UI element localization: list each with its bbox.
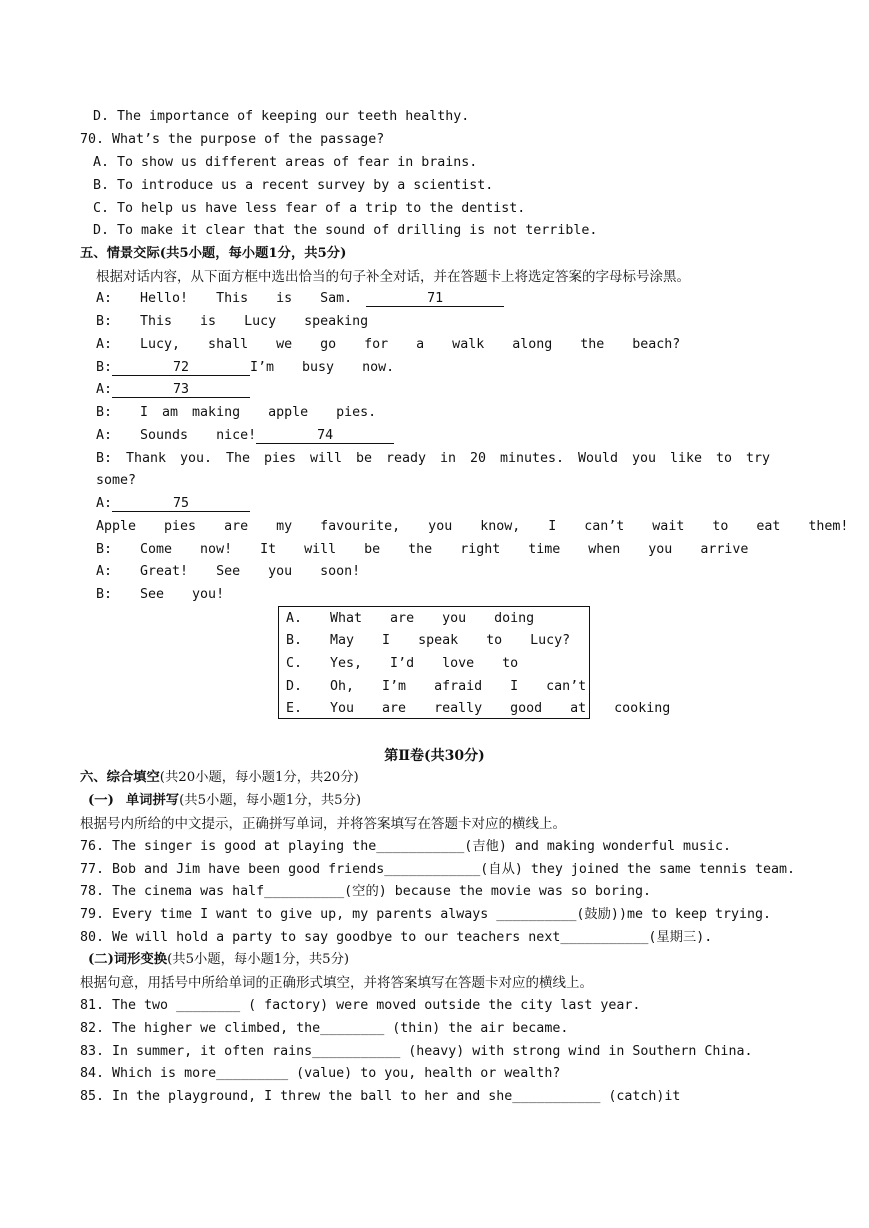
q78: 78. The cinema was half__________(空的) because the movie was so boring. <box>80 884 651 899</box>
dialog-word: to <box>715 451 732 466</box>
section6-score: (共20小题，每小题1分，共20分) <box>159 770 359 785</box>
dialog-word: The <box>225 451 251 466</box>
blank-74: 74 <box>256 428 394 444</box>
option-b: B. May I speak to Lucy? <box>286 633 571 648</box>
sub2-number: (二) <box>88 952 114 967</box>
section5-score: (共5小题，每小题1分，共5分) <box>159 246 347 261</box>
dialog-line-4 <box>96 359 394 377</box>
option-e: E. You are really good at cooking <box>286 701 671 716</box>
dialog-line-9 <box>96 495 250 513</box>
option-a: A. What are you doing <box>286 611 535 626</box>
q70-option-a: A. To show us different areas of fear in brains. <box>93 155 478 170</box>
section5-heading <box>80 245 346 263</box>
q85: 85. In the playground, I threw the ball to her and she___________ (catch)it <box>80 1089 681 1104</box>
dialog-line-3: A: Lucy, shall we go for a walk along the beach? <box>96 337 681 352</box>
dialog-line-11: B: Come now! It will be the right time when you arrive <box>96 542 749 557</box>
dialog-text: I’m busy now. <box>250 360 395 375</box>
dialog-line-6: B: I am making apple pies. <box>96 405 377 420</box>
section6-title: 六、综合填空 <box>80 770 160 785</box>
dialog-text: A: Sounds nice! <box>96 428 257 443</box>
dialog-word: be <box>355 451 372 466</box>
dialog-word: pies <box>263 451 297 466</box>
sub2-name: 词形变换 <box>113 952 168 967</box>
dialog-line-13: B: See you! <box>96 587 225 602</box>
dialog-line-12: A: Great! See you soon! <box>96 564 361 579</box>
dialog-word: like <box>669 451 702 466</box>
q82: 82. The higher we climbed, the________ (thin) the air became. <box>80 1021 569 1036</box>
dialog-text: A: Hello! This is Sam. <box>96 291 367 306</box>
dialog-line-10: Apple pies are my favourite, you know, I can’t wait to eat them! <box>96 519 849 534</box>
dialog-word: minutes. <box>499 451 564 466</box>
dialog-word: in <box>439 451 456 466</box>
sub2-heading <box>88 951 349 969</box>
section6-heading <box>80 769 359 787</box>
dialog-word: will <box>309 451 343 466</box>
dialog-speaker: A: <box>96 382 113 397</box>
q69-option-d: D. The importance of keeping our teeth healthy. <box>93 109 470 124</box>
dialog-word: Would <box>577 451 618 466</box>
sub2-instruction: 根据句意，用括号中所给单词的正确形式填空，并将答案填写在答题卡对应的横线上。 <box>80 975 593 991</box>
section5-title: 五、情景交际 <box>80 246 160 261</box>
option-d: D. Oh, I’m afraid I can’t <box>286 679 587 694</box>
q77: 77. Bob and Jim have been good friends____________(自从) they joined the same tennis team. <box>80 862 796 877</box>
section5-instruction: 根据对话内容，从下面方框中选出恰当的句子补全对话，并在答题卡上将选定答案的字母标号涂黑。 <box>96 269 690 285</box>
dialog-word: 20 <box>469 451 486 466</box>
q81: 81. The two ________ ( factory) were moved outside the city last year. <box>80 998 641 1013</box>
part2-title: 第Ⅱ卷(共30分) <box>384 748 485 764</box>
dialog-word: B: <box>96 451 113 466</box>
sub1-number: (一) <box>88 793 114 808</box>
dialog-line-7 <box>96 427 394 445</box>
q70-option-b: B. To introduce us a recent survey by a scientist. <box>93 178 494 193</box>
dialog-word: you <box>631 451 656 466</box>
dialog-word: Thank <box>125 451 167 466</box>
dialog-line-8 <box>96 450 770 468</box>
dialog-word: try <box>745 451 770 466</box>
dialog-speaker: B: <box>96 360 113 375</box>
blank-72: 72 <box>112 360 250 376</box>
q76: 76. The singer is good at playing the___________(吉他) and making wonderful music. <box>80 839 732 854</box>
option-c: C. Yes, I’d love to <box>286 656 519 671</box>
dialog-line-1 <box>96 290 504 308</box>
sub1-name: 单词拼写 <box>125 793 180 808</box>
dialog-word: you. <box>179 451 213 466</box>
blank-71: 71 <box>366 291 504 307</box>
blank-75: 75 <box>112 496 250 512</box>
q80: 80. We will hold a party to say goodbye to our teachers next___________(星期三). <box>80 930 713 945</box>
sub1-heading <box>88 792 361 810</box>
q70-stem: 70. What’s the purpose of the passage? <box>80 132 385 147</box>
q84: 84. Which is more_________ (value) to you, health or wealth? <box>80 1066 561 1081</box>
q79: 79. Every time I want to give up, my parents always __________(鼓励))me to keep trying. <box>80 907 772 922</box>
q70-option-c: C. To help us have less fear of a trip to the dentist. <box>93 201 526 216</box>
dialog-speaker: A: <box>96 496 113 511</box>
sub1-instruction: 根据号内所给的中文提示，正确拼写单词，并将答案填写在答题卡对应的横线上。 <box>80 816 566 832</box>
q83: 83. In summer, it often rains___________ (heavy) with strong wind in Southern China. <box>80 1044 753 1059</box>
dialog-word: ready <box>385 451 426 466</box>
sub1-score: (共5小题，每小题1分，共5分) <box>179 793 362 808</box>
options-box <box>278 606 671 719</box>
blank-73: 73 <box>112 382 250 398</box>
sub2-score: (共5小题，每小题1分，共5分) <box>167 952 350 967</box>
q70-option-d: D. To make it clear that the sound of drilling is not terrible. <box>93 223 598 238</box>
dialog-line-5 <box>96 381 250 399</box>
dialog-line-8-cont: some? <box>96 473 137 488</box>
dialog-line-2: B: This is Lucy speaking <box>96 314 369 329</box>
